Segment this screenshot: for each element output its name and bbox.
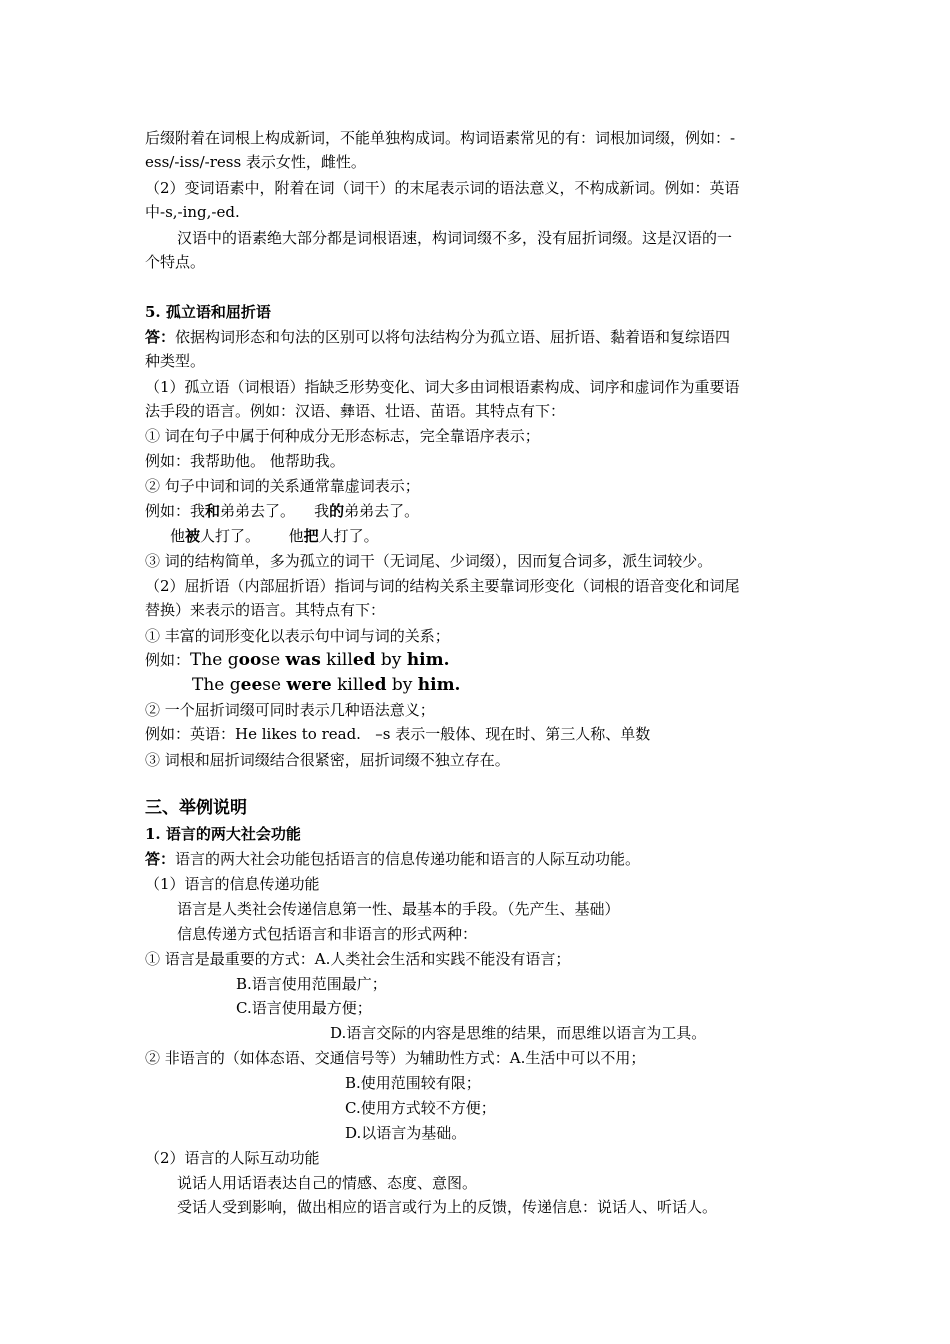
example-line xyxy=(192,675,460,695)
list-subitem: B.语言使用范围最广； xyxy=(236,975,387,993)
paragraph-line: 语言是人类社会传递信息第一性、最基本的手段。（先产生、基础） xyxy=(177,900,620,918)
paragraph-line: 受话人受到影响，做出相应的语言或行为上的反馈，传递信息：说话人、听话人。 xyxy=(177,1198,718,1216)
list-subitem: D.语言交际的内容是思维的结果，而思维以语言为工具。 xyxy=(330,1024,707,1042)
answer-label: 答： xyxy=(145,328,176,346)
list-item: ③ 词的结构简单，多为孤立的词干（无词尾、少词缀），因而复合词多，派生词较少。 xyxy=(145,552,713,570)
paragraph-line: （2）变词语素中，附着在词（词干）的末尾表示词的语法意义，不构成新词。例如：英语 xyxy=(145,179,740,197)
example-line xyxy=(170,526,379,546)
answer-text: 依据构词形态和句法的区别可以将句法结构分为孤立语、屈折语、黏着语和复综语四 xyxy=(175,328,731,346)
paragraph-line: 个特点。 xyxy=(145,253,206,271)
example-line xyxy=(145,501,419,521)
paragraph-line: 汉语中的语素绝大部分都是词根语速，构词词缀不多，没有屈折词缀。这是汉语的一 xyxy=(177,229,733,247)
subsection-title: （2）语言的人际互动功能 xyxy=(145,1149,320,1167)
answer-label: 答： xyxy=(145,850,176,868)
text-run: kill xyxy=(331,675,364,695)
list-item: ① 丰富的词形变化以表示句中词与词的关系； xyxy=(145,627,450,645)
subsection-heading: 1. 语言的两大社会功能 xyxy=(145,825,301,843)
bold-run: ed xyxy=(352,650,376,670)
paragraph-line: 信息传递方式包括语言和非语言的形式两种： xyxy=(177,925,478,943)
answer-text: 语言的两大社会功能包括语言的信息传递功能和语言的人际互动功能。 xyxy=(175,850,641,868)
list-item: ① 语言是最重要的方式：A.人类社会生活和实践不能没有语言； xyxy=(145,950,571,968)
paragraph-line: 中-s,-ing,-ed. xyxy=(145,203,240,221)
text-run: 弟弟去了。 xyxy=(344,502,420,520)
text-run: 弟弟去了。 我 xyxy=(220,502,330,520)
bold-run: ed xyxy=(363,675,387,695)
list-item: ① 词在句子中属于何种成分无形态标志，完全靠语序表示； xyxy=(145,427,540,445)
text-run: 人打了。 xyxy=(318,527,379,545)
bold-run: oo xyxy=(238,650,262,670)
text-run: by xyxy=(386,675,418,695)
answer-line xyxy=(145,327,730,347)
list-item: ② 非语言的（如体态语、交通信号等）为辅助性方式：A.生活中可以不用； xyxy=(145,1049,646,1067)
text-run: 人打了。 他 xyxy=(200,527,304,545)
paragraph-line: 法手段的语言。例如：汉语、彝语、壮语、苗语。其特点有下： xyxy=(145,402,566,420)
paragraph-line: （2）屈折语（内部屈折语）指词与词的结构关系主要靠词形变化（词根的语音变化和词尾 xyxy=(145,577,740,595)
list-subitem: C.语言使用最方便； xyxy=(236,999,372,1017)
paragraph-line: 说话人用话语表达自己的情感、态度、意图。 xyxy=(177,1174,478,1192)
bold-run: 和 xyxy=(205,502,221,520)
text-run: by xyxy=(375,650,407,670)
list-subitem: B.使用范围较有限； xyxy=(345,1074,481,1092)
example-line xyxy=(145,650,450,670)
list-subitem: C.使用方式较不方便； xyxy=(345,1099,496,1117)
text-run: se xyxy=(261,650,286,670)
bold-run: 被 xyxy=(185,527,201,545)
example-line: 例如：我帮助他。 他帮助我。 xyxy=(145,452,345,470)
bold-run: him. xyxy=(417,675,461,695)
bold-run: ee xyxy=(240,675,263,695)
text-run: The g xyxy=(192,675,241,695)
paragraph-line: 种类型。 xyxy=(145,352,206,370)
text-run: se xyxy=(262,675,287,695)
section-heading: 5. 孤立语和屈折语 xyxy=(145,303,271,321)
text-run: kill xyxy=(320,650,353,670)
section-heading: 三、举例说明 xyxy=(145,798,247,818)
paragraph-line: 后缀附着在词根上构成新词，不能单独构成词。构词语素常见的有：词根加词缀，例如：- xyxy=(145,129,736,147)
text-run: The g xyxy=(190,650,239,670)
list-subitem: D.以语言为基础。 xyxy=(345,1124,467,1142)
example-line: 例如：英语：He likes to read. –s 表示一般体、现在时、第三人称、单数 xyxy=(145,725,651,743)
text-run: 例如： xyxy=(145,651,191,669)
list-item: ③ 词根和屈折词缀结合很紧密，屈折词缀不独立存在。 xyxy=(145,751,510,769)
bold-run: were xyxy=(286,675,332,695)
subsection-title: （1）语言的信息传递功能 xyxy=(145,875,320,893)
paragraph-line: （1）孤立语（词根语）指缺乏形势变化、词大多由词根语素构成、词序和虚词作为重要语 xyxy=(145,378,740,396)
text-run: 例如：我 xyxy=(145,502,206,520)
paragraph-line: 替换）来表示的语言。其特点有下： xyxy=(145,601,386,619)
bold-run: 把 xyxy=(303,527,319,545)
text-run: 他 xyxy=(170,527,186,545)
bold-run: 的 xyxy=(329,502,345,520)
list-item: ② 句子中词和词的关系通常靠虚词表示； xyxy=(145,477,420,495)
bold-run: was xyxy=(285,650,321,670)
paragraph-line: ess/-iss/-ress 表示女性，雌性。 xyxy=(145,153,366,171)
answer-line xyxy=(145,849,640,869)
bold-run: him. xyxy=(406,650,450,670)
list-item: ② 一个屈折词缀可同时表示几种语法意义； xyxy=(145,701,435,719)
